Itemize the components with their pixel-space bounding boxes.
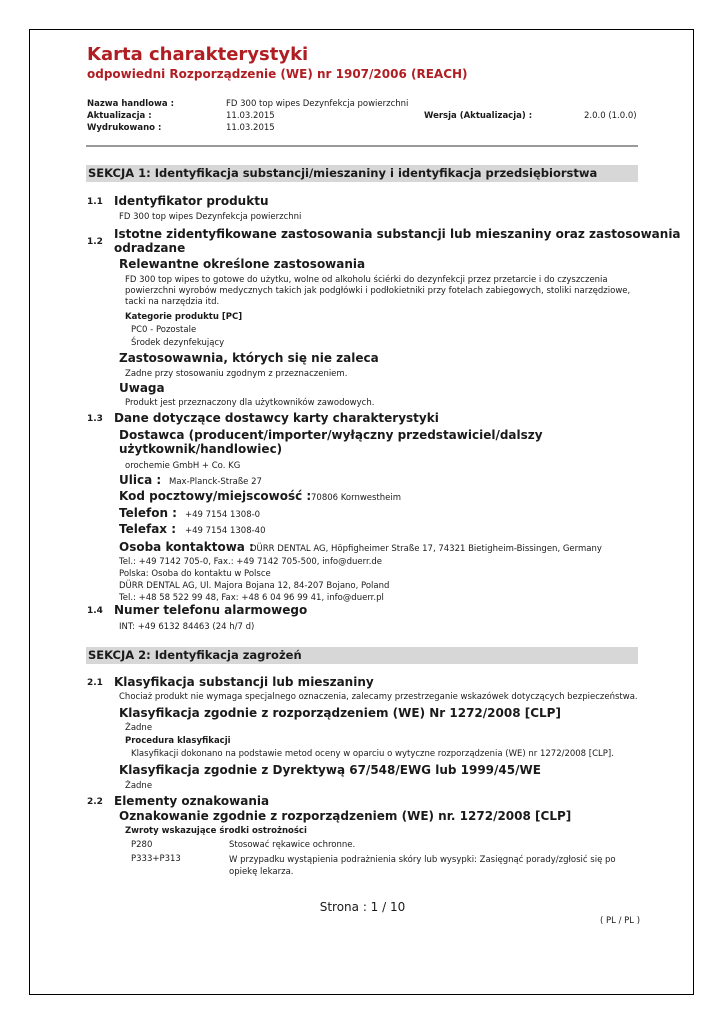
printed-label: Wydrukowano :: [87, 123, 162, 133]
section-2-header: [86, 647, 638, 664]
phone-label: Telefon :: [119, 506, 177, 520]
subsection-number: 2.1: [87, 678, 103, 688]
subsection-number: 1.3: [87, 414, 103, 424]
language-code: ( PL / PL ): [600, 916, 641, 926]
printed-date: 11.03.2015: [226, 123, 275, 133]
classification-text: Chociaż produkt nie wymaga specjalnego oznaczenia, zalecamy przestrzeganie wskazówek dotyczących bezpieczeństwa.: [119, 692, 638, 702]
heading-line: Dostawca (producent/importer/wyłączny przedstawiciel/dalszy: [119, 428, 543, 442]
page-number: Strona : 1 / 10: [319, 900, 406, 914]
postal-label: Kod pocztowy/miejscowość :: [119, 489, 312, 503]
text-line: Tel.: +48 58 522 99 48, Fax: +48 6 04 96 99 41, info@duerr.pl: [119, 593, 384, 603]
heading-line: odradzane: [114, 241, 186, 255]
update-label: Aktualizacja :: [87, 111, 152, 121]
product-category-item: PC0 - Pozostale: [131, 325, 197, 335]
classification-procedure-text: Klasyfikacji dokonano na podstawie metod oceny w oparciu o wytyczne rozporządzenia (WE) nr 1272/2008 [CLP].: [131, 749, 614, 759]
relevant-identified-uses-heading: Relewantne określone zastosowania: [119, 257, 366, 271]
update-date: 11.03.2015: [226, 111, 275, 121]
contact-label: Osoba kontaktowa :: [119, 540, 254, 554]
emergency-phone-heading: Numer telefonu alarmowego: [114, 603, 308, 617]
clp-classification-value: Żadne: [125, 723, 153, 733]
relevant-uses-heading: [114, 227, 681, 255]
text-line: Tel.: +49 7142 705-0, Fax.: +49 7142 705-500, info@duerr.de: [119, 557, 383, 567]
classification-procedure-label: Procedura klasyfikacji: [125, 736, 231, 746]
trade-name-label: Nazwa handlowa :: [87, 99, 174, 109]
document-subtitle: odpowiedni Rozporządzenie (WE) nr 1907/2006 (REACH): [87, 67, 468, 81]
product-identifier-text: FD 300 top wipes Dezynfekcja powierzchni: [119, 212, 302, 222]
subsection-number: 1.4: [87, 606, 103, 616]
precaution-code: P280: [131, 840, 153, 850]
note-heading: Uwaga: [119, 381, 165, 395]
heading-line: Istotne zidentyfikowane zastosowania substancji lub mieszaniny oraz zastosowania: [114, 227, 681, 241]
fax-label: Telefax :: [119, 522, 177, 536]
label-elements-heading: Elementy oznakowania: [114, 794, 270, 808]
street-value: Max-Planck-Straße 27: [169, 477, 262, 487]
product-identifier-heading: Identyfikator produktu: [114, 194, 269, 208]
supplier-name: orochemie GmbH + Co. KG: [125, 461, 241, 471]
subsection-number: 2.2: [87, 797, 103, 807]
classification-heading: Klasyfikacja substancji lub mieszaniny: [114, 675, 374, 689]
section-1-header: [86, 165, 638, 182]
text-line: powierzchni wyrobów medycznych takich jak podgłówki i podłokietniki przy fotelach zabiegowych, stoliki narzędziowe,: [125, 286, 631, 296]
supplier-details-heading: Dane dotyczące dostawcy karty charakterystyki: [114, 411, 439, 425]
document-title: Karta charakterystyki: [87, 44, 309, 65]
heading-line: użytkownik/handlowiec): [119, 442, 283, 456]
trade-name-value: FD 300 top wipes Dezynfekcja powierzchni: [226, 99, 409, 109]
postal-value: 70806 Kornwestheim: [311, 493, 402, 503]
relevant-uses-text: [125, 275, 630, 308]
precaution-text: Stosować rękawice ochronne.: [229, 840, 356, 850]
text-line: FD 300 top wipes to gotowe do użytku, wolne od alkoholu ściérki do dezynfekcji przez przetarcie i do czyszczenia: [125, 275, 608, 285]
section-1-title: SEKCJA 1: Identyfikacja substancji/mieszaniny i identyfikacja przedsiębiorstwa: [88, 166, 598, 180]
text-line: opiekę lekarza.: [229, 867, 294, 877]
directive-classification-heading: Klasyfikacja zgodnie z Dyrektywą 67/548/EWG lub 1999/45/WE: [119, 763, 541, 777]
text-line: W przypadku wystąpienia podrażnienia skóry lub wysypki: Zasięgnąć porady/zgłosić się po: [229, 855, 616, 865]
uses-not-recommended-heading: Zastosowawnia, których się nie zaleca: [119, 351, 379, 365]
precaution-text: [229, 854, 616, 878]
contact-value: DÜRR DENTAL AG, Höpfigheimer Straße 17, 74321 Bietigheim-Bissingen, Germany: [250, 544, 602, 554]
precaution-code: P333+P313: [131, 854, 181, 864]
version-value: 2.0.0 (1.0.0): [584, 111, 637, 121]
subsection-number: 1.1: [87, 197, 103, 207]
clp-classification-heading: Klasyfikacja zgodnie z rozporządzeniem (WE) Nr 1272/2008 [CLP]: [119, 706, 561, 720]
emergency-phone-text: INT: +49 6132 84463 (24 h/7 d): [119, 622, 255, 632]
uses-not-recommended-text: Zadne przy stosowaniu zgodnym z przeznaczeniem.: [125, 369, 348, 379]
product-category-item: Środek dezynfekujący: [131, 338, 225, 348]
supplier-heading: [119, 428, 543, 456]
text-line: tacki na narzędzia itd.: [125, 297, 220, 307]
note-text: Produkt jest przeznaczony dla użytkowników zawodowych.: [125, 398, 375, 408]
contact-details: [119, 556, 389, 604]
phone-value: +49 7154 1308-0: [185, 510, 261, 520]
clp-labelling-heading: Oznakowanie zgodnie z rozporządzeniem (WE) nr. 1272/2008 [CLP]: [119, 809, 572, 823]
directive-classification-value: Żadne: [125, 781, 153, 791]
text-line: DÜRR DENTAL AG, Ul. Majora Bojana 12, 84-207 Bojano, Poland: [119, 581, 390, 591]
section-2-title: SEKCJA 2: Identyfikacja zagrożeń: [88, 648, 302, 662]
street-label: Ulica :: [119, 473, 162, 487]
header-divider: [86, 145, 638, 147]
precautionary-statements-label: Zwroty wskazujące środki ostrożności: [125, 826, 307, 836]
product-category-label: Kategorie produktu [PC]: [125, 312, 243, 322]
subsection-number: 1.2: [87, 237, 103, 247]
version-label: Wersja (Aktualizacja) :: [424, 111, 533, 121]
fax-value: +49 7154 1308-40: [185, 526, 266, 536]
text-line: Polska: Osoba do kontaktu w Polsce: [119, 569, 271, 579]
